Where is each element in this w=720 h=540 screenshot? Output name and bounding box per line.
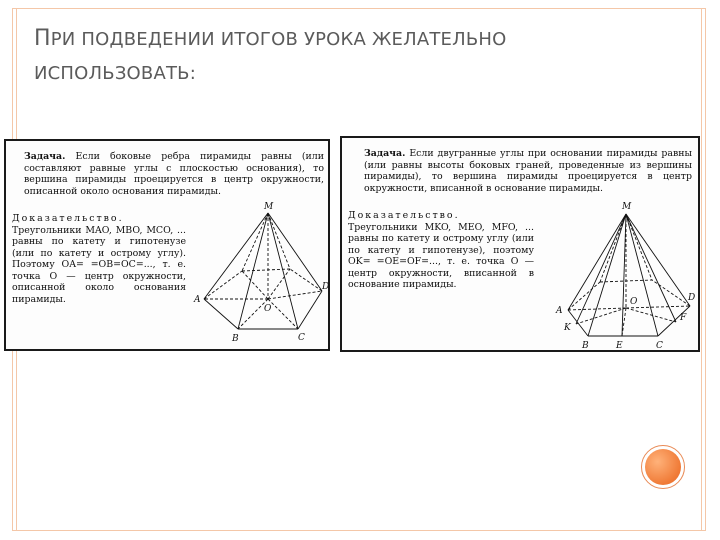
label-F: F (680, 313, 687, 323)
title-line2: ИСПОЛЬЗОВАТЬ: (34, 63, 196, 84)
title-line1: РИ ПОДВЕДЕНИИ ИТОГОВ УРОКА ЖЕЛАТЕЛЬНО (50, 29, 507, 50)
left-task-body: Если боковые ребра пирамиды равны (или составляют равные углы с плоскостью основания), то вершина пирамиды проецируется в центр окружности, описанной около основания пирамиды. (24, 151, 324, 197)
label-A: A (556, 306, 563, 316)
left-task-text (24, 151, 324, 197)
radius-OC (268, 299, 298, 329)
base-AB (204, 299, 238, 329)
edge-M-back2 (268, 213, 290, 269)
base-hidden-D (652, 280, 690, 306)
slide-border-right (705, 8, 706, 531)
right-task-text (364, 148, 692, 194)
label-B: B (232, 334, 239, 344)
edge-MA (204, 213, 268, 299)
right-pyramid-figure (542, 196, 698, 350)
slide-title (34, 22, 674, 91)
left-proof-heading: Доказательство. (12, 213, 124, 224)
label-C: C (298, 333, 305, 343)
left-proof-text: Треугольники MAO, MBO, MCO, ... равны по катету и гипотенузе (или по катету и острому углу). Поэтому OA= =OB=OC=..., т. е. точка O — центр окружности, описанной около основания пирамиды. (12, 224, 186, 305)
label-O: O (264, 304, 272, 314)
base-CD (298, 291, 322, 329)
label-B: B (582, 341, 589, 351)
apothem-MK (576, 214, 626, 324)
decorative-orange-dot (645, 449, 681, 485)
right-theorem-panel (340, 136, 700, 352)
label-M: M (622, 202, 632, 212)
label-M: M (264, 202, 274, 212)
label-K: K (564, 323, 571, 333)
edge-MD (626, 214, 690, 306)
label-D: D (322, 282, 330, 292)
slide-border-top (12, 8, 706, 9)
title-first-letter: П (34, 26, 51, 51)
left-proof-block (12, 213, 186, 305)
right-proof-heading: Доказательство. (348, 210, 460, 221)
slide-border-right-inner (701, 8, 702, 531)
right-task-label: Задача. (364, 148, 406, 159)
right-proof-text: Треугольники MKO, MEO, MFO, ... равны по катету и острому углу (или по катету и гипотенузе), поэтому OK= =OE=OF=..., т. е. точка O — центр окружности, вписанной в основание пирамиды. (348, 221, 534, 290)
right-task-body: Если двугранные углы при основании пирамиды равны (или равны высоты боковых граней, проведенные из вершины пирамиды), то вершина пирамиды проецируется в центр окружности, вписанной в основание пирамиды. (364, 148, 692, 194)
label-E: E (616, 341, 623, 351)
left-task-label: Задача. (24, 151, 66, 162)
radius-OK (576, 308, 626, 324)
edge-MB (588, 214, 626, 336)
left-pyramid-figure (192, 199, 328, 349)
radius-back1 (242, 271, 268, 299)
edge-MD (268, 213, 322, 291)
label-C: C (656, 341, 663, 351)
edge-MC (626, 214, 658, 336)
edge-M-back1 (600, 214, 626, 282)
slide-border-bottom (12, 530, 706, 531)
label-D: D (688, 293, 696, 303)
right-proof-block (348, 210, 534, 291)
label-O: O (630, 297, 638, 307)
edge-M-back2 (626, 214, 652, 280)
left-theorem-panel (4, 139, 330, 351)
edge-MC (268, 213, 298, 329)
edge-MA (568, 214, 626, 310)
apothem-ME (622, 214, 626, 336)
label-A: A (194, 295, 201, 305)
base-hidden-A (204, 271, 242, 299)
base-hidden-D (290, 269, 322, 291)
radius-OD (268, 291, 322, 299)
